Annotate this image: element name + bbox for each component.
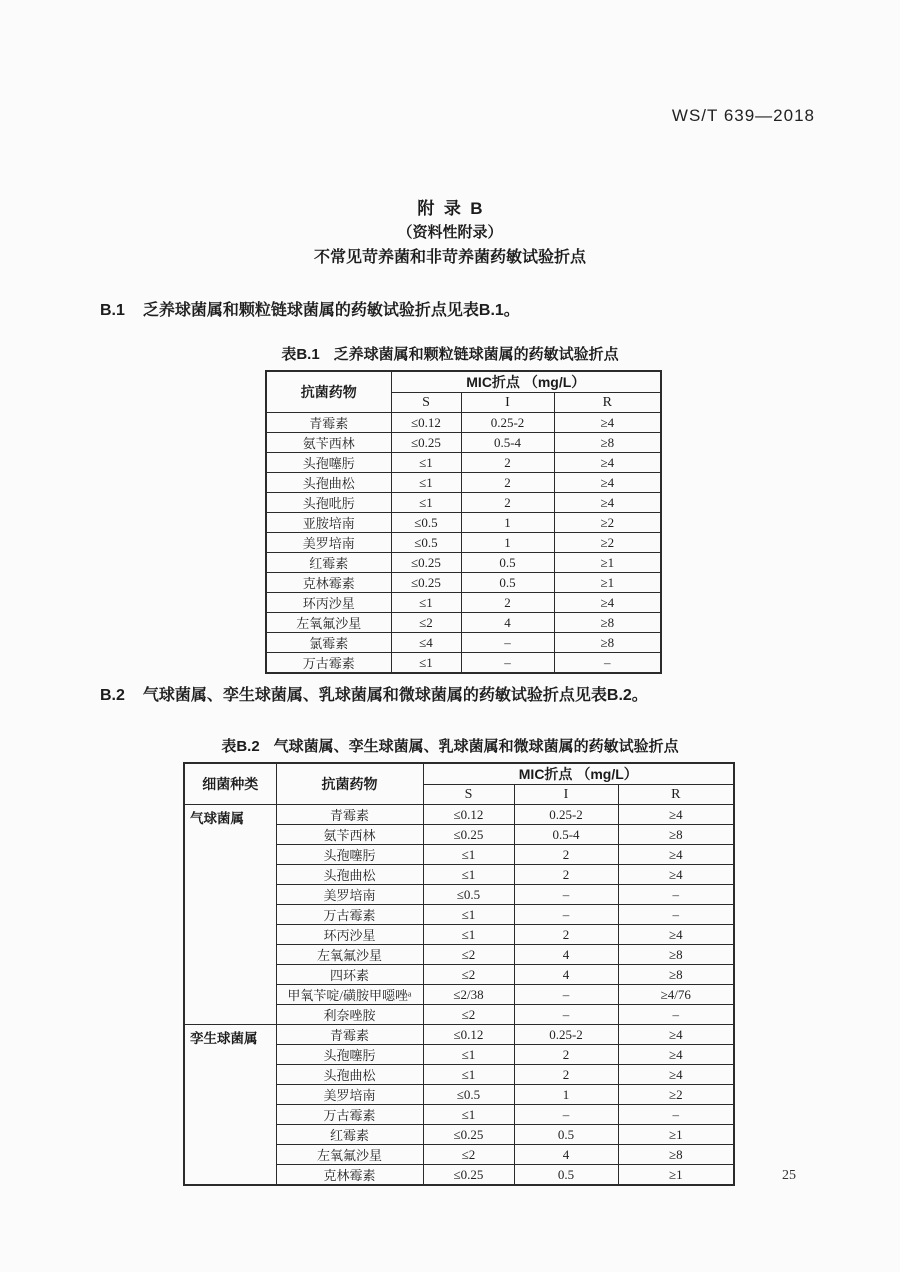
drug-name-cell: 环丙沙星 [266,593,391,613]
s-value-cell: ≤1 [423,865,514,885]
table-b2-caption [0,735,900,756]
table-b1-i-header: I [461,393,554,413]
i-value-cell: 2 [514,865,618,885]
table-b2-mic-group-header: MIC折点 （mg/L） [423,763,734,785]
s-value-cell: ≤0.25 [391,433,461,453]
r-value-cell: ≥4 [618,1065,734,1085]
table-b1-body [266,413,661,674]
s-value-cell: ≤0.25 [423,1165,514,1186]
drug-name-cell: 利奈唑胺 [276,1005,423,1025]
i-value-cell: 4 [461,613,554,633]
s-value-cell: ≤2 [423,1005,514,1025]
drug-name-cell: 亚胺培南 [266,513,391,533]
i-value-cell: 0.5-4 [461,433,554,453]
drug-name-cell: 四环素 [276,965,423,985]
appendix-heading: 不常见苛养菌和非苛养菌药敏试验折点 [313,249,586,266]
clause-b2 [100,682,648,705]
drug-name-cell: 红霉素 [266,553,391,573]
i-value-cell: – [514,1005,618,1025]
r-value-cell: ≥4 [618,1025,734,1045]
i-value-cell: 0.5 [461,553,554,573]
i-value-cell: 2 [514,845,618,865]
i-value-cell: 0.5 [461,573,554,593]
table-b2-s-header: S [423,785,514,805]
drug-name-cell: 克林霉素 [266,573,391,593]
r-value-cell: ≥8 [618,965,734,985]
r-value-cell: – [554,653,661,674]
i-value-cell: 4 [514,1145,618,1165]
table-b2-col-species-header: 细菌种类 [184,763,276,805]
s-value-cell: ≤4 [391,633,461,653]
drug-name-cell: 青霉素 [266,413,391,433]
standard-number: WS/T 639—2018 [671,106,815,125]
s-value-cell: ≤1 [391,473,461,493]
s-value-cell: ≤2 [423,945,514,965]
table-b1-caption-label: 表B.1 [281,346,320,363]
table-b1-row [266,433,661,453]
r-value-cell: ≥1 [618,1165,734,1186]
appendix-title: 附 录 B [417,199,483,218]
s-value-cell: ≤2 [391,613,461,633]
r-value-cell: – [618,905,734,925]
r-value-cell: ≥8 [554,613,661,633]
table-b1-header-row-1 [266,371,661,393]
r-value-cell: ≥8 [618,1145,734,1165]
s-value-cell: ≤1 [391,653,461,674]
i-value-cell: – [461,653,554,674]
s-value-cell: ≤1 [391,493,461,513]
s-value-cell: ≤1 [423,1045,514,1065]
s-value-cell: ≤0.25 [391,573,461,593]
i-value-cell: 2 [514,925,618,945]
table-b2-col-drug-header: 抗菌药物 [276,763,423,805]
table-b2-body [184,805,734,1186]
table-b1-header [266,371,661,413]
r-value-cell: ≥8 [618,945,734,965]
i-value-cell: – [514,1105,618,1125]
i-value-cell: 1 [514,1085,618,1105]
i-value-cell: 2 [461,473,554,493]
species-cell: 孪生球菌属 [184,1025,276,1186]
drug-name-cell: 左氧氟沙星 [276,1145,423,1165]
table-b1-mic-group-header: MIC折点 （mg/L） [391,371,661,393]
r-value-cell: ≥4 [554,453,661,473]
drug-name-cell: 红霉素 [276,1125,423,1145]
drug-name-cell: 万古霉素 [266,653,391,674]
r-value-cell: – [618,1005,734,1025]
i-value-cell: 2 [461,593,554,613]
s-value-cell: ≤1 [423,905,514,925]
table-b2-row [184,1025,734,1045]
s-value-cell: ≤2 [423,965,514,985]
drug-name-cell: 美罗培南 [276,885,423,905]
species-cell: 气球菌属 [184,805,276,1025]
drug-name-cell: 头孢噻肟 [276,1045,423,1065]
s-value-cell: ≤0.12 [423,805,514,825]
clause-b1-label: B.1 [100,302,125,319]
table-b1-row [266,493,661,513]
table-b1-row [266,453,661,473]
s-value-cell: ≤2 [423,1145,514,1165]
table-b2-i-header: I [514,785,618,805]
table-b1-row [266,653,661,674]
drug-name-cell: 左氧氟沙星 [266,613,391,633]
i-value-cell: – [514,985,618,1005]
i-value-cell: 2 [514,1065,618,1085]
drug-name-cell: 氯霉素 [266,633,391,653]
s-value-cell: ≤0.25 [423,1125,514,1145]
table-b1-r-header: R [554,393,661,413]
table-b1-row [266,473,661,493]
s-value-cell: ≤0.12 [391,413,461,433]
table-b1-row [266,593,661,613]
drug-name-cell: 头孢曲松 [266,473,391,493]
appendix-subtitle: （资料性附录） [397,224,503,241]
table-b1-col-drug-header: 抗菌药物 [266,371,391,413]
table-b1-row [266,573,661,593]
drug-name-cell: 头孢噻肟 [276,845,423,865]
table-b1-caption [0,343,900,364]
table-b2-caption-label: 表B.2 [221,738,260,755]
clause-b2-text: 气球菌属、孪生球菌属、乳球菌属和微球菌属的药敏试验折点见表B.2。 [142,687,648,704]
drug-name-cell: 美罗培南 [276,1085,423,1105]
drug-name-cell: 头孢曲松 [276,865,423,885]
table-b1-s-header: S [391,393,461,413]
table-b2-caption-text: 气球菌属、孪生球菌属、乳球菌属和微球菌属的药敏试验折点 [273,738,679,755]
drug-name-cell: 头孢吡肟 [266,493,391,513]
i-value-cell: 4 [514,945,618,965]
r-value-cell: ≥4 [618,805,734,825]
i-value-cell: – [461,633,554,653]
drug-name-cell: 万古霉素 [276,1105,423,1125]
clause-b2-label: B.2 [100,687,125,704]
i-value-cell: 0.25-2 [461,413,554,433]
table-b1-row [266,633,661,653]
r-value-cell: ≥4 [554,473,661,493]
r-value-cell: ≥4 [554,413,661,433]
s-value-cell: ≤2/38 [423,985,514,1005]
table-b1 [265,370,662,674]
drug-name-cell: 青霉素 [276,1025,423,1045]
s-value-cell: ≤1 [423,1105,514,1125]
i-value-cell: 4 [514,965,618,985]
s-value-cell: ≤1 [423,845,514,865]
i-value-cell: – [514,885,618,905]
r-value-cell: ≥8 [554,633,661,653]
i-value-cell: 2 [461,453,554,473]
r-value-cell: ≥4 [554,593,661,613]
clause-b1 [100,297,520,320]
r-value-cell: ≥4 [618,1045,734,1065]
clause-b1-text: 乏养球菌属和颗粒链球菌属的药敏试验折点见表B.1。 [142,302,520,319]
drug-name-cell: 美罗培南 [266,533,391,553]
table-b2-r-header: R [618,785,734,805]
r-value-cell: ≥1 [554,573,661,593]
drug-name-cell: 甲氧苄啶/磺胺甲噁唑ᵃ [276,985,423,1005]
i-value-cell: 2 [461,493,554,513]
i-value-cell: 0.25-2 [514,805,618,825]
table-b2 [183,762,735,1186]
s-value-cell: ≤0.5 [391,513,461,533]
r-value-cell: ≥8 [554,433,661,453]
table-b2-row [184,805,734,825]
i-value-cell: 0.5 [514,1125,618,1145]
r-value-cell: ≥4 [618,845,734,865]
i-value-cell: – [514,905,618,925]
page-number: 25 [782,1168,796,1183]
s-value-cell: ≤1 [391,453,461,473]
r-value-cell: – [618,885,734,905]
table-b1-row [266,533,661,553]
i-value-cell: 2 [514,1045,618,1065]
r-value-cell: ≥8 [618,825,734,845]
s-value-cell: ≤1 [423,925,514,945]
r-value-cell: ≥4 [618,925,734,945]
i-value-cell: 1 [461,513,554,533]
drug-name-cell: 左氧氟沙星 [276,945,423,965]
r-value-cell: ≥2 [554,533,661,553]
table-b1-caption-text: 乏养球菌属和颗粒链球菌属的药敏试验折点 [333,346,619,363]
drug-name-cell: 头孢曲松 [276,1065,423,1085]
r-value-cell: ≥4/76 [618,985,734,1005]
drug-name-cell: 环丙沙星 [276,925,423,945]
i-value-cell: 0.25-2 [514,1025,618,1045]
drug-name-cell: 万古霉素 [276,905,423,925]
s-value-cell: ≤0.25 [423,825,514,845]
s-value-cell: ≤1 [423,1065,514,1085]
i-value-cell: 0.5 [514,1165,618,1186]
s-value-cell: ≤0.5 [391,533,461,553]
s-value-cell: ≤0.5 [423,885,514,905]
r-value-cell: ≥2 [554,513,661,533]
table-b1-row [266,413,661,433]
drug-name-cell: 氨苄西林 [266,433,391,453]
r-value-cell: ≥4 [554,493,661,513]
table-b1-row [266,553,661,573]
s-value-cell: ≤0.25 [391,553,461,573]
table-b2-header [184,763,734,805]
s-value-cell: ≤0.5 [423,1085,514,1105]
table-b1-row [266,613,661,633]
r-value-cell: ≥1 [618,1125,734,1145]
drug-name-cell: 氨苄西林 [276,825,423,845]
drug-name-cell: 克林霉素 [276,1165,423,1186]
s-value-cell: ≤1 [391,593,461,613]
table-b2-header-row-1 [184,763,734,785]
r-value-cell: ≥1 [554,553,661,573]
i-value-cell: 1 [461,533,554,553]
r-value-cell: ≥4 [618,865,734,885]
drug-name-cell: 头孢噻肟 [266,453,391,473]
table-b1-row [266,513,661,533]
r-value-cell: ≥2 [618,1085,734,1105]
drug-name-cell: 青霉素 [276,805,423,825]
i-value-cell: 0.5-4 [514,825,618,845]
r-value-cell: – [618,1105,734,1125]
s-value-cell: ≤0.12 [423,1025,514,1045]
